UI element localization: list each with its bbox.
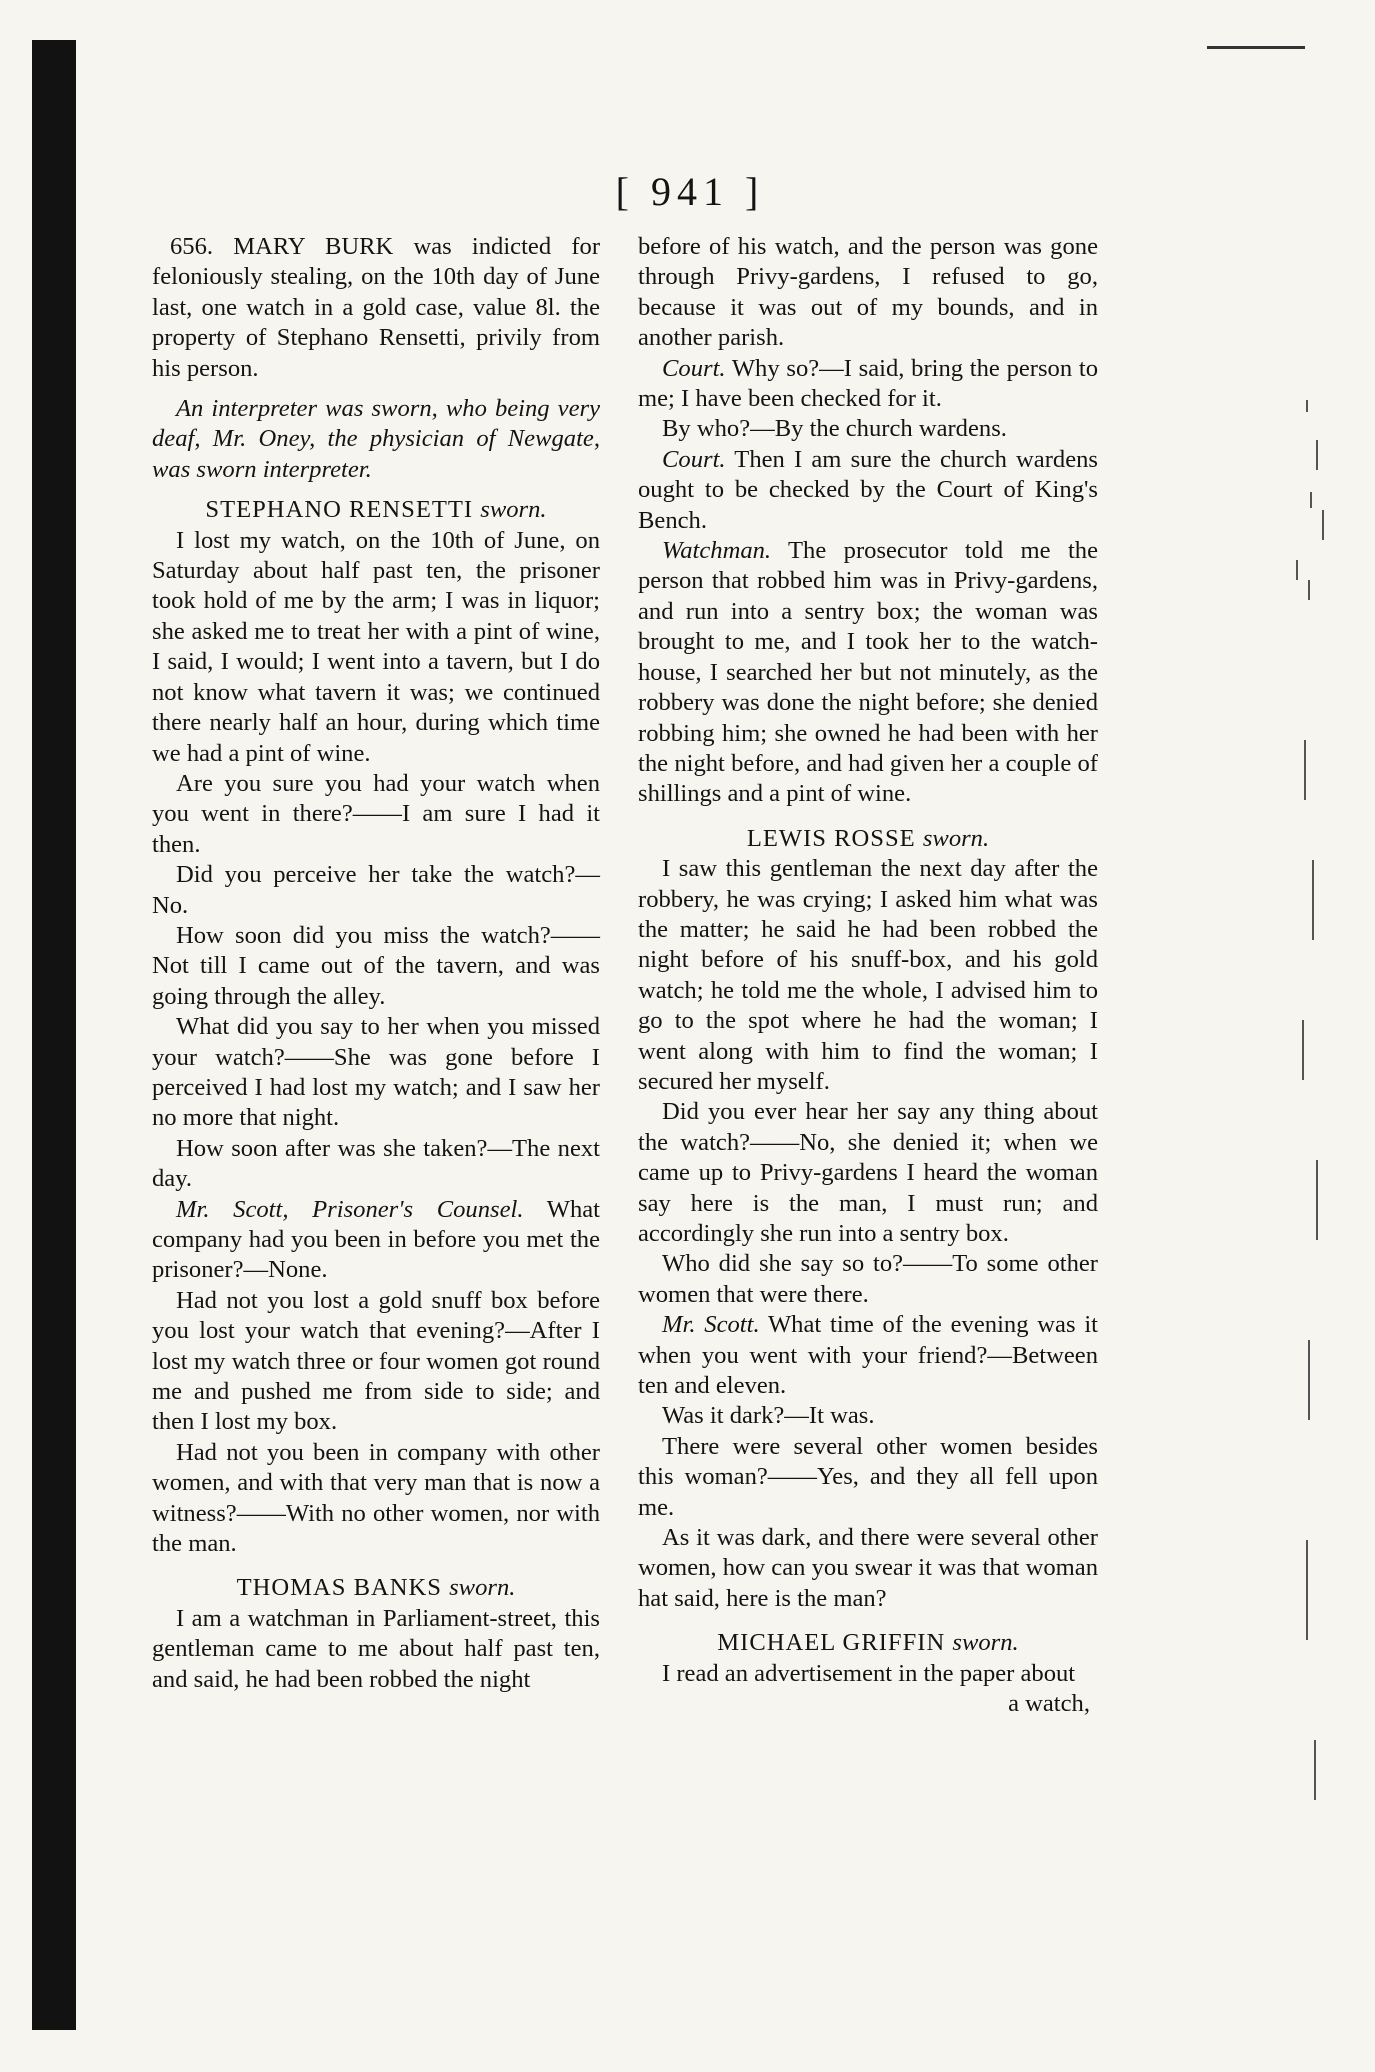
testimony-paragraph: I am a watchman in Parliament-street, this gentleman came to me about half past ten, and said, he had been robbed the night [152,1604,600,1693]
entry-number: 656. [170,233,214,260]
testimony-paragraph: before of his watch, and the person was gone through Privy-gardens, I refused to go, because it was out of my bounds, and in another parish. [638,233,1098,352]
testimony-paragraph: Are you sure you had your watch when you went in there?——I am sure I had it then. [152,769,600,858]
indictment-text: MARY BURK was indicted for feloniously stealing, on the 10th day of June last, one watch in a gold case, value 8l. the property of Stephano Rensetti, privily from his person. [152,233,601,382]
speaker-label: Court. [662,445,726,473]
testimony-paragraph [638,1310,1098,1401]
testimony-paragraph: By who?—By the church wardens. [662,415,1007,443]
testimony-paragraph: There were several other women besides this woman?——Yes, and they all fell upon me. [638,1432,1098,1521]
testimony-paragraph [638,445,1098,536]
testimony-paragraph [638,354,1098,415]
witness-name: STEPHANO RENSETTI [205,496,474,524]
witness-name: LEWIS ROSSE [746,824,916,852]
speaker-label: Mr. Scott. [662,1311,760,1339]
witness-name: MICHAEL GRIFFIN [717,1629,946,1657]
sworn-label: sworn. [449,1574,516,1602]
testimony-paragraph: I saw this gentleman the next day after the robbery, he was crying; I asked him what was the matter; he said he had been robbed the night before of his snuff-box, and his gold watch; he told me the whole, I advised him to go to the spot where he had the woman; I went along with him to find the woman; I secured her myself. [638,855,1098,1095]
testimony-paragraph: I read an advertisement in the paper about [662,1659,1076,1687]
testimony-paragraph: Was it dark?—It was. [662,1402,875,1430]
question-text: What time of the evening was it when you went with your friend?—Between ten and eleven. [638,1311,1098,1400]
witness-heading-rensetti [152,495,600,525]
testimony-paragraph: I lost my watch, on the 10th of June, on Saturday about half past ten, the prisoner took hold of me by the arm; I was in liquor; she asked me to treat her with a pint of wine, I said, I would; I went into a tavern, but I do not know what tavern it was; we continued there nearly half an hour, during which time we had a pint of wine. [152,526,600,767]
right-column [638,232,1098,1720]
catchword: a watch, [1008,1690,1090,1718]
sworn-label: sworn. [480,496,547,524]
left-column [152,232,600,1695]
speaker-label: Court. [662,354,726,382]
testimony-paragraph: How soon after was she taken?—The next day. [152,1134,600,1193]
witness-heading-griffin [638,1628,1098,1658]
testimony-paragraph [638,536,1098,810]
indictment-paragraph [152,232,600,384]
question-text: What company had you been in before you met the prisoner?—None. [152,1195,600,1284]
interpreter-note: An interpreter was sworn, who being very deaf, Mr. Oney, the physician of Newgate, was sworn interpreter. [152,395,600,483]
witness-heading-rosse [638,824,1098,854]
sworn-label: sworn. [922,824,990,852]
speaker-label: Mr. Scott, Prisoner's Counsel. [176,1195,524,1223]
testimony-paragraph: How soon did you miss the watch?——Not till I came out of the tavern, and was going through the alley. [152,921,600,1010]
scan-binding-edge [32,40,76,2030]
witness-name: THOMAS BANKS [236,1574,442,1602]
testimony-paragraph [152,1195,600,1286]
speaker-label: Watchman. [662,537,772,565]
scan-margin-marks [1267,40,1337,2020]
testimony-paragraph: As it was dark, and there were several other women, how can you swear it was that woman hat said, here is the man? [638,1524,1098,1612]
testimony-paragraph: Had not you lost a gold snuff box before you lost your watch that evening?—After I lost my watch three or four women got round me and pushed me from side to side; and then I lost my box. [152,1286,600,1436]
answer-text: The prosecutor told me the person that robbed him was in Privy-gardens, and run into a sentry box; the woman was brought to me, and I took her to the watch-house, I searched her but not minutely, as the robbery was done the night before; she denied robbing him; she owned he had been with her the night before, and had given her a couple of shillings and a pint of wine. [638,537,1098,808]
question-text: Why so?—I said, bring the person to me; I have been checked for it. [638,354,1098,413]
page-number: [ 941 ] [615,169,765,214]
sworn-label: sworn. [952,1629,1019,1657]
testimony-paragraph: Had not you been in company with other women, and with that very man that is now a witness?——With no other women, nor with the man. [152,1438,600,1558]
testimony-paragraph: Did you perceive her take the watch?—No. [152,861,600,919]
testimony-paragraph: Who did she say so to?——To some other women that were there. [638,1250,1098,1308]
witness-heading-banks [152,1573,600,1603]
testimony-paragraph: Did you ever hear her say any thing about the watch?——No, she denied it; when we came up to Privy-gardens I heard the woman say here is the man, I must run; and accordingly she run into a sentry box. [638,1098,1098,1247]
testimony-paragraph: What did you say to her when you missed your watch?——She was gone before I perceived I had lost my watch; and I saw her no more that night. [152,1013,600,1132]
question-text: Then I am sure the church wardens ought to be checked by the Court of King's Bench. [638,445,1098,534]
